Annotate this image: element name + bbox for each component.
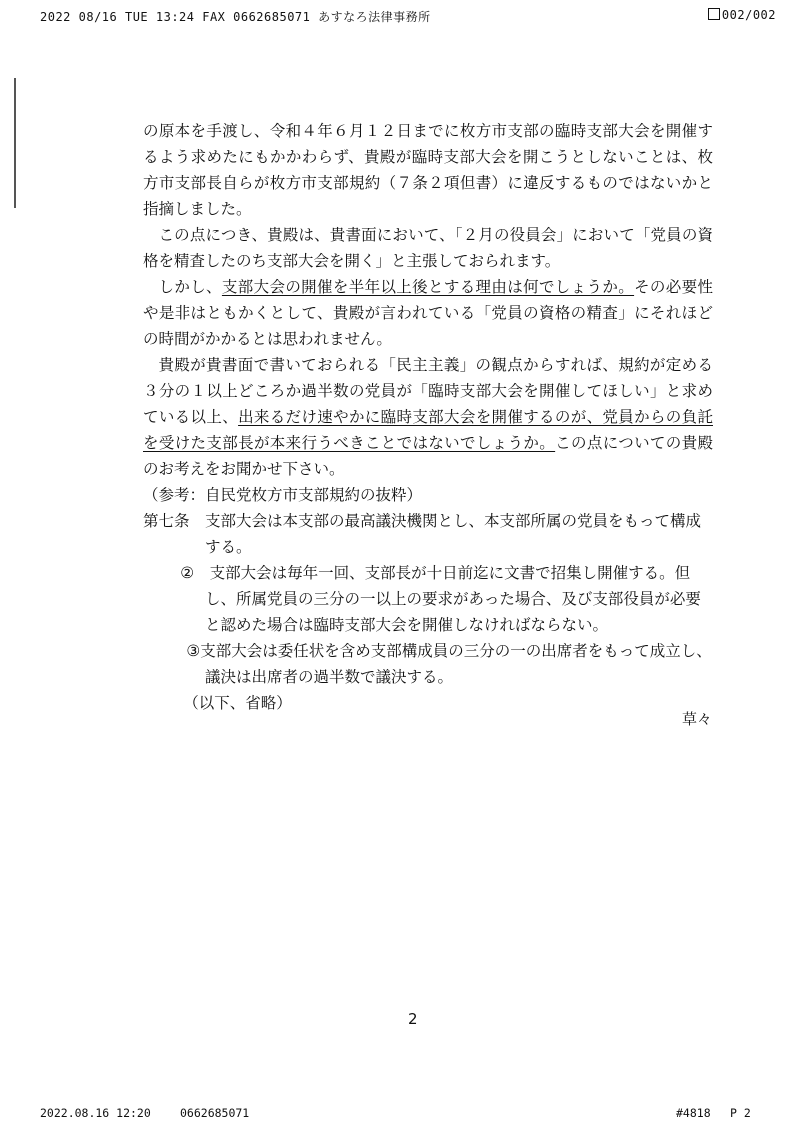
paragraph-2: この点につき、貴殿は、貴書面において、「２月の役員会」において「党員の資格を精査したのち支部大会を開く」と主張しておられます。 xyxy=(143,226,713,270)
article-7-item-2: ② 支部大会は毎年一回、支部長が十日前迄に文書で招集し開催する。但し、所属党員の三分の一以上の要求があった場合、及び支部役員が必要と認めた場合は臨時支部大会を開催しなければならない。 xyxy=(180,564,701,634)
paragraph-1: の原本を手渡し、令和４年６月１２日までに枚方市支部の臨時支部大会を開催するよう求めたにもかかわらず、貴殿が臨時支部大会を開こうとしないことは、枚方市支部長自らが枚方市支部規約（７条２項但書）に違反するものではないかと指摘しました。 xyxy=(143,122,713,218)
paragraph-4-underlined: 出来るだけ速やかに臨時支部大会を開催するのが、党員からの負託を受けた支部長が本来行うべきことではないでしょうか。 xyxy=(143,408,713,452)
fax-footer-job: #4818 xyxy=(676,1106,711,1120)
fax-footer-datetime: 2022.08.16 12:20 xyxy=(40,1106,151,1120)
fax-footer xyxy=(40,1106,760,1122)
paragraph-3-end: その必要性や是非はともかくとして、貴殿が言われている「党員の資格の精査」にそれほどの時間がかかるとは思われません。 xyxy=(143,278,713,348)
paragraph-4-start: 貴殿が貴書面で書いておられる「民主主義」の観点からすれば、規約が定める３分の１以上どころか過半数の党員が「臨時支部大会を開催してほしい」と求めている以上、 xyxy=(143,356,713,426)
fax-footer-number: 0662685071 xyxy=(180,1106,250,1120)
letter-body xyxy=(143,118,713,482)
fax-header xyxy=(40,8,776,26)
fax-header-page-count: 002/002 xyxy=(721,8,776,22)
paragraph-4 xyxy=(143,352,713,482)
fax-footer-page: P 2 xyxy=(730,1106,751,1120)
fax-header-info: 2022 08/16 TUE 13:24 FAX 0662685071 あすなろ法律事務所 xyxy=(40,10,431,24)
scan-margin-mark xyxy=(14,78,16,208)
reference-heading: （参考：自民党枚方市支部規約の抜粋） xyxy=(143,486,423,504)
fax-page-icon xyxy=(708,8,720,20)
paragraph-3-underlined: 支部大会の開催を半年以上後とする理由は何でしょうか。 xyxy=(221,278,635,296)
paragraph-4-end: この点についての貴殿のお考えをお聞かせ下さい。 xyxy=(143,434,713,478)
article-7-item-3: ③支部大会は委任状を含め支部構成員の三分の一の出席者をもって成立し、議決は出席者の過半数で議決する。 xyxy=(186,642,712,686)
paragraph-3-start: しかし、 xyxy=(158,278,222,296)
page-number: 2 xyxy=(408,1010,418,1028)
bylaw-reference xyxy=(143,482,713,716)
closing-salutation: 草々 xyxy=(681,710,712,728)
paragraph-3 xyxy=(143,274,713,352)
article-7: 第七条 支部大会は本支部の最高議決機関とし、本支部所属の党員をもって構成する。 xyxy=(143,512,702,556)
fax-header-page xyxy=(708,8,776,22)
omitted-note: （以下、省略） xyxy=(183,694,292,712)
